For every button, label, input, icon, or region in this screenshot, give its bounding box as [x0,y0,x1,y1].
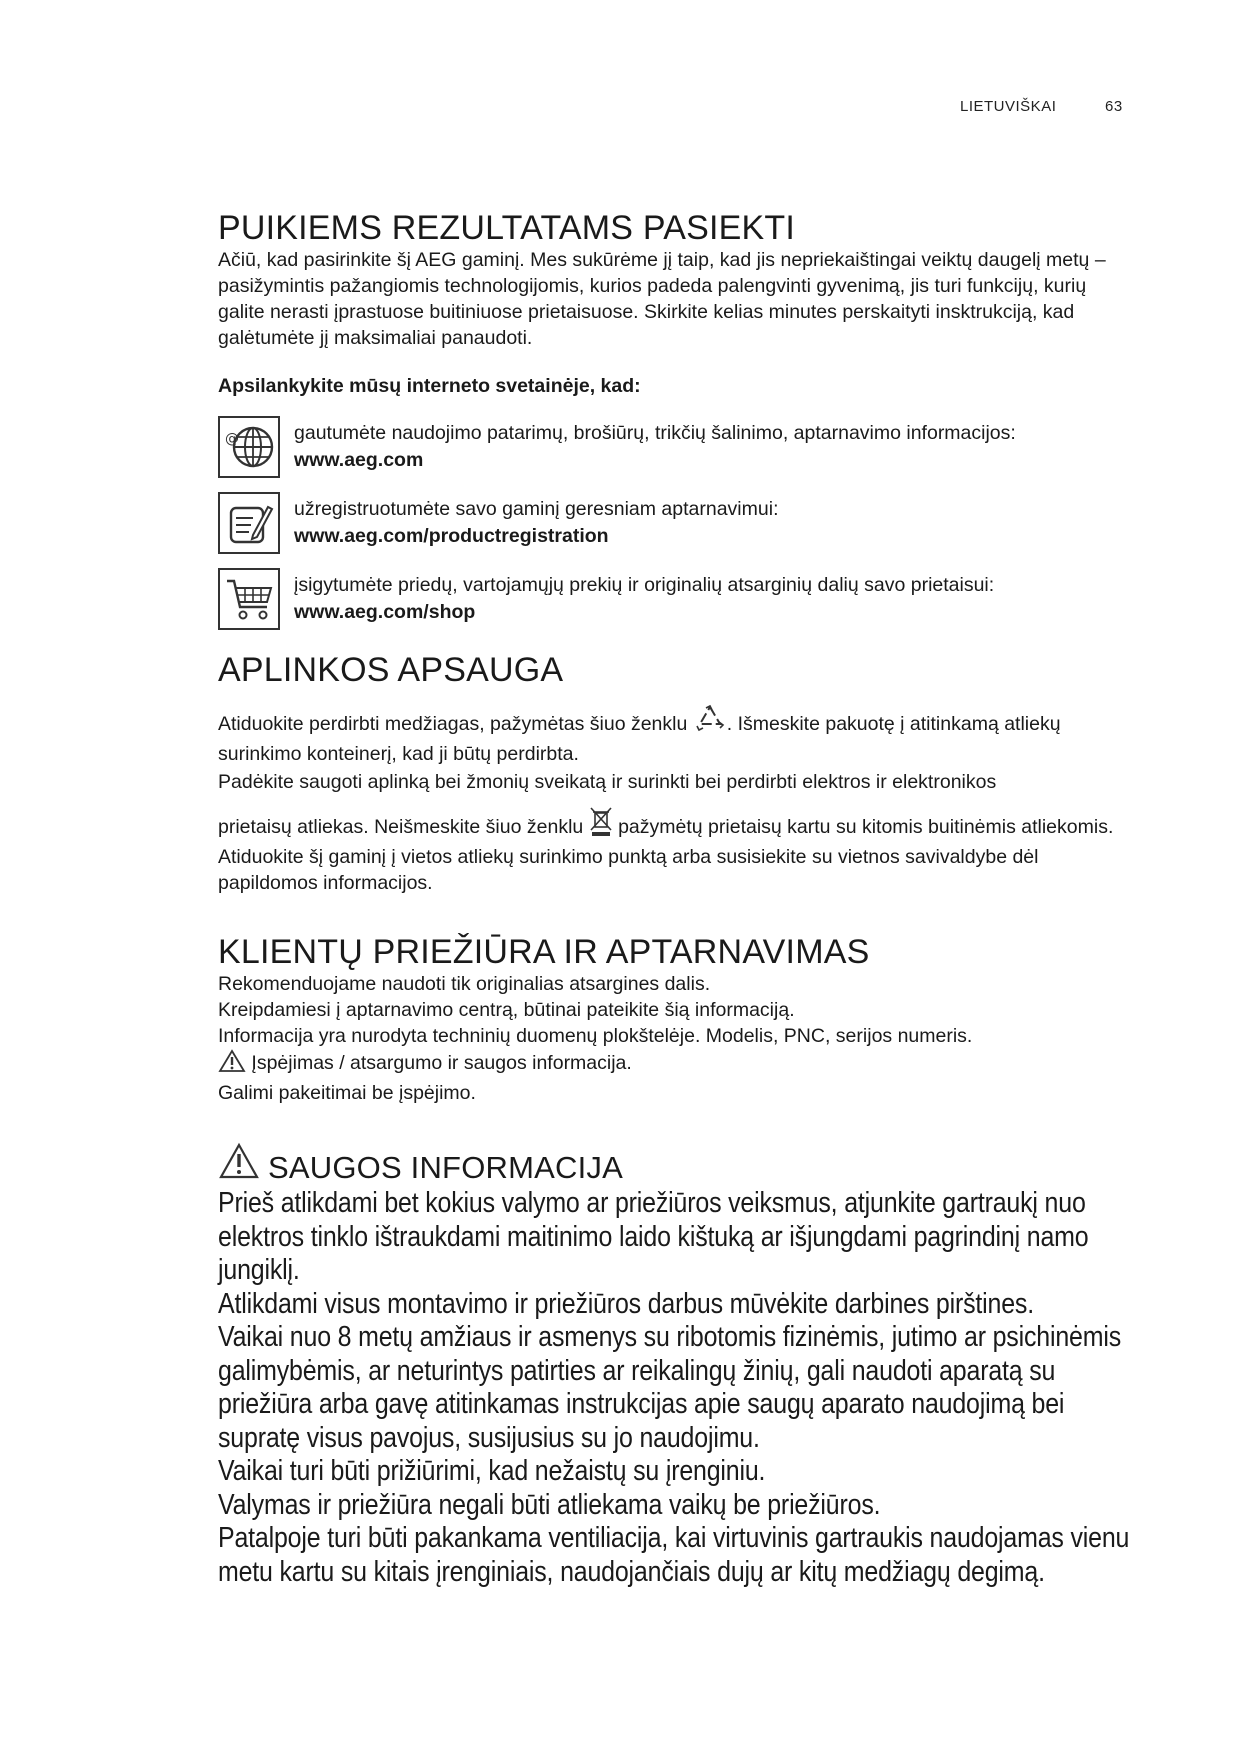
environment-p2: Padėkite saugoti aplinką bei žmonių sveikatą ir surinkti bei perdirbti elektros ir elektronikos [218,770,997,793]
crossed-bin-icon [589,805,613,844]
environment-p3-after: pažymėtų prietaisų kartu su kitomis buitinėmis atliekomis. Atiduokite šį gaminį į vietos atliekų surinkimo punktą arba susisiekite su vietnos savivaldybe dėl papildomos informacijos. [218,815,1114,894]
safety-body [218,1187,1138,1589]
customer-line-2: Kreipdamiesi į aptarnavimo centrą, būtinai pateikite šią informaciją. [218,999,795,1022]
customer-line-3: Informacija yra nurodyta techninių duomenų plokštelėje. Modelis, PNC, serijos numeris. [218,1025,973,1048]
customer-title: KLIENTŲ PRIEŽIŪRA IR APTARNAVIMAS [218,932,870,971]
safety-paragraph: Atlikdami visus montavimo ir priežiūros darbus mūvėkite darbines pirštines. [218,1287,1034,1320]
environment-title: APLINKOS APSAUGA [218,651,564,690]
globe-icon [218,416,280,478]
recycle-icon [693,704,727,741]
environment-p3 [218,805,1138,896]
environment-p1 [218,704,1138,767]
page-header [960,98,1123,115]
link-registration-url[interactable]: www.aeg.com/productregistration [294,525,609,548]
safety-paragraph: Patalpoje turi būti pakankama ventiliacija, kai virtuvinis gartraukis naudojamas vienu metu kartu su kitais įrenginiais, naudojančiais dujų ar kitų medžiagų degimą. [218,1522,1130,1588]
environment-p3-before: prietaisų atliekas. Neišmeskite šiuo ženklu [218,815,589,838]
link-shop-url[interactable]: www.aeg.com/shop [294,601,476,624]
customer-line-5: Galimi pakeitimai be įspėjimo. [218,1082,476,1105]
link-support-url[interactable]: www.aeg.com [294,449,424,472]
customer-line-4 [218,1049,1138,1080]
environment-p1-before: Atiduokite perdirbti medžiagas, pažymėtas šiuo ženklu [218,712,693,735]
safety-paragraph: Valymas ir priežiūra negali būti atliekama vaikų be priežiūros. [218,1488,881,1521]
environment-p1-after: . Išmeskite pakuotę į atitinkamą atliekų surinkimo konteinerį, kad ji būtų perdirbta. [218,712,1061,765]
customer-line-4-text: Įspėjimas / atsargumo ir saugos informacija. [251,1052,632,1075]
results-paragraph: Ačiū, kad pasirinkite šį AEG gaminį. Mes sukūrėme jį taip, kad jis nepriekaištingai veiktų daugelį metų – pasižymintis pažangiomis technologijomis, kurios padeda palengvinti gyvenimą, jis turi funkcijų, kurių galite nerasti įprastuose buitiniuose prietaisuose. Skirkite kelias minutes perskaityti insktrukciją, kad galėtumėte jį maksimaliai panaudoti. [218,249,1106,350]
link-row-support [218,416,1138,478]
registration-icon [218,492,280,554]
safety-paragraph: Vaikai turi būti prižiūrimi, kad nežaistų su įrenginiu. [218,1455,766,1488]
link-row-shop [218,568,1138,630]
header-language: LIETUVIŠKAI [960,98,1057,115]
shopping-cart-icon [218,568,280,630]
svg-text:@: @ [225,431,239,448]
safety-heading [218,1142,1138,1185]
safety-paragraph: Vaikai nuo 8 metų amžiaus ir asmenys su ribotomis fizinėmis, jutimo ar psichinėmis galimybėmis, ar neturintys patirties ar reikalingų žinių, gali naudoti aparatą su priežiūra arba gavę atitinkamas instrukcijas apie saugų aparato naudojimą bei supratę visus pavojus, susijusius su jo naudojimu. [218,1321,1122,1454]
customer-line-1: Rekomenduojame naudoti tik originalias atsargines dalis. [218,973,711,996]
safety-title: SAUGOS INFORMACIJA [268,1150,623,1186]
page-number: 63 [1105,98,1123,115]
link-row-registration [218,492,1138,554]
results-title: PUIKIEMS REZULTATAMS PASIEKTI [218,209,795,247]
page-content [218,210,1138,1589]
safety-warning-icon [218,1142,260,1185]
link-registration-text: užregistruotumėte savo gaminį geresniam aptarnavimui: [294,498,779,521]
safety-paragraph: Prieš atlikdami bet kokius valymo ar priežiūros veiksmus, atjunkite gartraukį nuo elektros tinklo ištraukdami maitinimo laido kištuką ar išjungdami pagrindinį namo jungiklį. [218,1187,1089,1287]
visit-heading: Apsilankykite mūsų interneto svetainėje, kad: [218,375,641,398]
link-shop-text: įsigytumėte priedų, vartojamųjų prekių ir originalių atsarginių dalių savo prietaisui: [294,574,995,597]
link-support-text: gautumėte naudojimo patarimų, brošiūrų, trikčių šalinimo, aptarnavimo informacijos: [294,422,1016,445]
warning-icon [218,1049,246,1080]
